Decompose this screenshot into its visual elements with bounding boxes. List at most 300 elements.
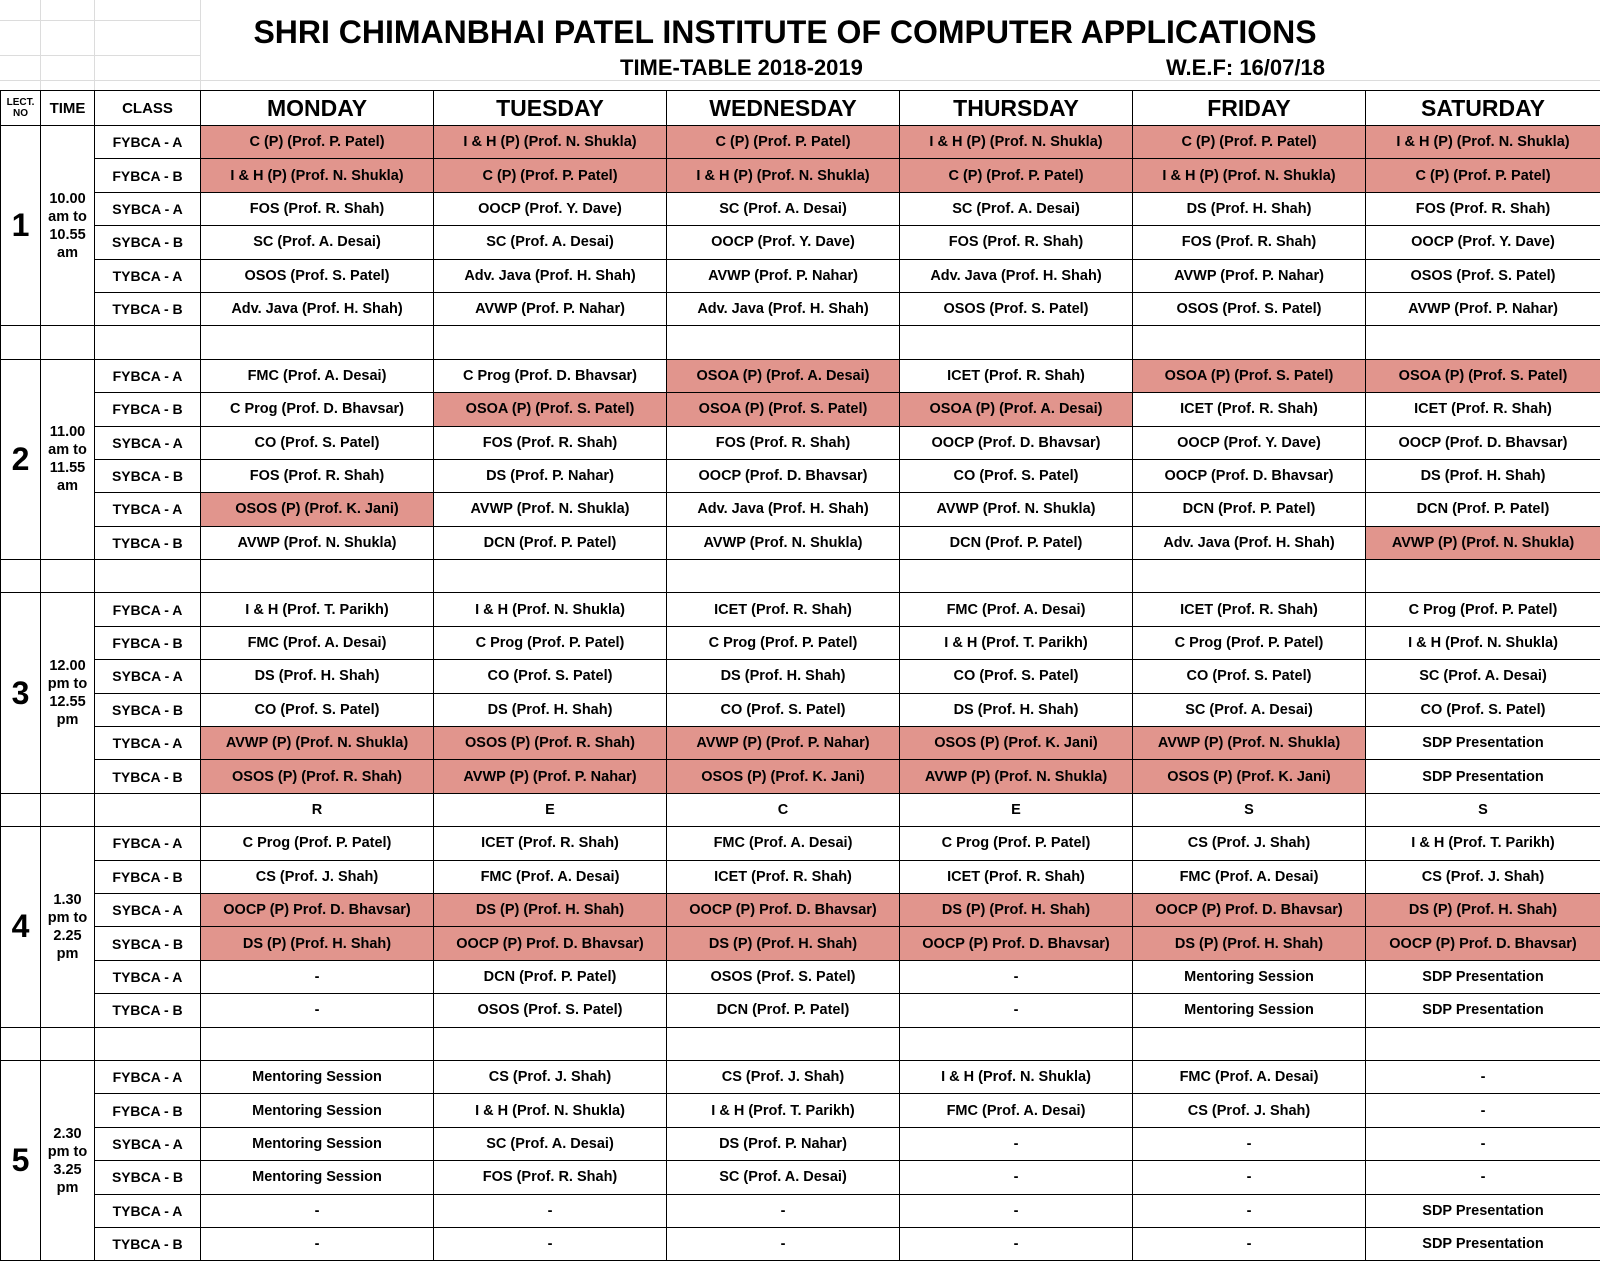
schedule-cell: CS (Prof. J. Shah): [667, 1060, 900, 1093]
schedule-cell: OSOA (P) (Prof. A. Desai): [667, 359, 900, 392]
table-row: [1, 1094, 1600, 1127]
break-cell: [95, 1027, 201, 1060]
header-day-wednesday: WEDNESDAY: [667, 91, 900, 126]
schedule-cell: -: [1133, 1127, 1366, 1160]
lecture-number: 5: [1, 1060, 41, 1260]
schedule-cell: -: [201, 1194, 434, 1227]
class-name: TYBCA - A: [95, 259, 201, 292]
class-name: SYBCA - A: [95, 660, 201, 693]
break-cell: [667, 560, 900, 593]
header-time: TIME: [41, 91, 95, 126]
schedule-cell: OOCP (Prof. D. Bhavsar): [667, 459, 900, 492]
class-name: TYBCA - B: [95, 292, 201, 325]
schedule-cell: FOS (Prof. R. Shah): [667, 426, 900, 459]
class-name: FYBCA - A: [95, 1060, 201, 1093]
schedule-cell: Mentoring Session: [201, 1094, 434, 1127]
schedule-cell: C Prog (Prof. P. Patel): [1133, 626, 1366, 659]
schedule-cell: CO (Prof. S. Patel): [1133, 660, 1366, 693]
table-row: [1, 827, 1600, 860]
break-cell: [95, 326, 201, 359]
table-row: [1, 693, 1600, 726]
schedule-cell: DS (Prof. H. Shah): [1366, 459, 1600, 492]
schedule-cell: -: [1133, 1227, 1366, 1260]
schedule-cell: OOCP (P) Prof. D. Bhavsar): [667, 893, 900, 926]
schedule-cell: FOS (Prof. R. Shah): [434, 426, 667, 459]
schedule-cell: OOCP (Prof. Y. Dave): [434, 192, 667, 225]
schedule-cell: AVWP (P) (Prof. P. Nahar): [667, 727, 900, 760]
lecture-number: 2: [1, 359, 41, 559]
header-day-monday: MONDAY: [201, 91, 434, 126]
schedule-cell: C Prog (Prof. P. Patel): [1366, 593, 1600, 626]
schedule-cell: Adv. Java (Prof. H. Shah): [1133, 526, 1366, 559]
table-row: [1, 226, 1600, 259]
break-cell: C: [667, 793, 900, 826]
schedule-cell: DS (Prof. H. Shah): [434, 693, 667, 726]
schedule-cell: Mentoring Session: [201, 1060, 434, 1093]
break-cell: [900, 1027, 1133, 1060]
gridline: [40, 0, 41, 90]
schedule-cell: Adv. Java (Prof. H. Shah): [434, 259, 667, 292]
class-name: FYBCA - B: [95, 860, 201, 893]
schedule-cell: DCN (Prof. P. Patel): [667, 994, 900, 1027]
schedule-cell: I & H (P) (Prof. N. Shukla): [1133, 159, 1366, 192]
table-row: [1, 1227, 1600, 1260]
header-day-saturday: SATURDAY: [1366, 91, 1600, 126]
schedule-cell: AVWP (P) (Prof. N. Shukla): [201, 727, 434, 760]
schedule-cell: CO (Prof. S. Patel): [201, 426, 434, 459]
schedule-cell: Mentoring Session: [1133, 960, 1366, 993]
schedule-cell: FOS (Prof. R. Shah): [201, 459, 434, 492]
break-cell: [1366, 326, 1600, 359]
schedule-cell: Adv. Java (Prof. H. Shah): [667, 292, 900, 325]
gridline: [94, 0, 95, 90]
schedule-cell: DS (P) (Prof. H. Shah): [434, 893, 667, 926]
schedule-cell: DS (Prof. P. Nahar): [434, 459, 667, 492]
schedule-cell: OSOS (Prof. S. Patel): [900, 292, 1133, 325]
schedule-cell: OSOA (P) (Prof. A. Desai): [900, 393, 1133, 426]
lecture-time: 2.30 pm to 3.25 pm: [41, 1060, 95, 1260]
break-cell: E: [900, 793, 1133, 826]
schedule-cell: OSOS (P) (Prof. K. Jani): [900, 727, 1133, 760]
schedule-cell: DS (Prof. H. Shah): [900, 693, 1133, 726]
schedule-cell: DS (Prof. H. Shah): [201, 660, 434, 693]
schedule-cell: OOCP (Prof. D. Bhavsar): [900, 426, 1133, 459]
schedule-cell: -: [900, 1161, 1133, 1194]
class-name: FYBCA - B: [95, 626, 201, 659]
break-cell: [1, 1027, 41, 1060]
schedule-cell: AVWP (P) (Prof. P. Nahar): [434, 760, 667, 793]
schedule-cell: OOCP (Prof. Y. Dave): [1133, 426, 1366, 459]
schedule-cell: AVWP (Prof. P. Nahar): [434, 292, 667, 325]
schedule-cell: OSOA (P) (Prof. S. Patel): [667, 393, 900, 426]
break-cell: [434, 560, 667, 593]
schedule-cell: OSOS (Prof. S. Patel): [434, 994, 667, 1027]
schedule-cell: -: [667, 1194, 900, 1227]
break-cell: R: [201, 793, 434, 826]
schedule-cell: I & H (P) (Prof. N. Shukla): [900, 126, 1133, 159]
table-row: [1, 126, 1600, 159]
schedule-cell: FMC (Prof. A. Desai): [1133, 1060, 1366, 1093]
schedule-cell: CO (Prof. S. Patel): [1366, 693, 1600, 726]
schedule-cell: DS (Prof. H. Shah): [1133, 192, 1366, 225]
schedule-cell: AVWP (Prof. N. Shukla): [201, 526, 434, 559]
schedule-cell: FMC (Prof. A. Desai): [667, 827, 900, 860]
schedule-cell: AVWP (Prof. N. Shukla): [434, 493, 667, 526]
schedule-cell: CS (Prof. J. Shah): [434, 1060, 667, 1093]
schedule-cell: SDP Presentation: [1366, 1227, 1600, 1260]
schedule-cell: -: [1366, 1094, 1600, 1127]
schedule-cell: OSOS (P) (Prof. K. Jani): [1133, 760, 1366, 793]
table-row: [1, 1194, 1600, 1227]
break-cell: S: [1133, 793, 1366, 826]
break-row: [1, 326, 1600, 359]
schedule-cell: -: [1133, 1161, 1366, 1194]
schedule-cell: SDP Presentation: [1366, 1194, 1600, 1227]
class-name: TYBCA - B: [95, 526, 201, 559]
schedule-cell: I & H (P) (Prof. N. Shukla): [1366, 126, 1600, 159]
schedule-cell: SDP Presentation: [1366, 994, 1600, 1027]
class-name: TYBCA - A: [95, 1194, 201, 1227]
schedule-cell: Mentoring Session: [1133, 994, 1366, 1027]
table-row: [1, 259, 1600, 292]
schedule-cell: OSOS (P) (Prof. R. Shah): [201, 760, 434, 793]
class-name: SYBCA - B: [95, 459, 201, 492]
schedule-cell: -: [434, 1194, 667, 1227]
schedule-cell: ICET (Prof. R. Shah): [434, 827, 667, 860]
schedule-cell: I & H (Prof. N. Shukla): [434, 593, 667, 626]
effective-date: W.E.F: 16/07/18: [1166, 55, 1325, 80]
institute-title: SHRI CHIMANBHAI PATEL INSTITUTE OF COMPUTER APPLICATIONS: [253, 14, 1317, 50]
class-name: TYBCA - B: [95, 994, 201, 1027]
table-row: [1, 192, 1600, 225]
gridline: [0, 55, 200, 56]
schedule-cell: C Prog (Prof. D. Bhavsar): [434, 359, 667, 392]
lecture-number: 1: [1, 126, 41, 326]
schedule-cell: Mentoring Session: [201, 1161, 434, 1194]
schedule-cell: DCN (Prof. P. Patel): [1366, 493, 1600, 526]
schedule-cell: OSOS (Prof. S. Patel): [201, 259, 434, 292]
schedule-cell: CO (Prof. S. Patel): [434, 660, 667, 693]
break-cell: [201, 560, 434, 593]
schedule-cell: I & H (Prof. N. Shukla): [434, 1094, 667, 1127]
schedule-cell: OSOA (P) (Prof. S. Patel): [1366, 359, 1600, 392]
schedule-cell: SC (Prof. A. Desai): [667, 1161, 900, 1194]
class-name: FYBCA - B: [95, 159, 201, 192]
schedule-cell: CS (Prof. J. Shah): [1133, 827, 1366, 860]
schedule-cell: -: [900, 1227, 1133, 1260]
break-cell: S: [1366, 793, 1600, 826]
schedule-cell: OSOA (P) (Prof. S. Patel): [1133, 359, 1366, 392]
class-name: SYBCA - A: [95, 192, 201, 225]
lecture-time: 1.30 pm to 2.25 pm: [41, 827, 95, 1027]
table-row: [1, 1161, 1600, 1194]
header-lect-no: LECT. NO: [1, 91, 41, 126]
schedule-cell: AVWP (Prof. N. Shukla): [900, 493, 1133, 526]
schedule-cell: DCN (Prof. P. Patel): [900, 526, 1133, 559]
schedule-cell: ICET (Prof. R. Shah): [667, 593, 900, 626]
schedule-cell: C Prog (Prof. P. Patel): [900, 827, 1133, 860]
table-row: [1, 292, 1600, 325]
schedule-cell: -: [201, 960, 434, 993]
schedule-cell: SC (Prof. A. Desai): [900, 192, 1133, 225]
class-name: FYBCA - A: [95, 126, 201, 159]
class-name: TYBCA - B: [95, 760, 201, 793]
schedule-cell: OSOS (P) (Prof. K. Jani): [667, 760, 900, 793]
break-cell: [667, 1027, 900, 1060]
table-row: [1, 159, 1600, 192]
schedule-cell: OSOS (Prof. S. Patel): [1133, 292, 1366, 325]
lecture-time: 12.00 pm to 12.55 pm: [41, 593, 95, 793]
schedule-cell: DS (P) (Prof. H. Shah): [667, 927, 900, 960]
lecture-number: 4: [1, 827, 41, 1027]
schedule-cell: OSOS (Prof. S. Patel): [667, 960, 900, 993]
schedule-cell: SDP Presentation: [1366, 760, 1600, 793]
schedule-cell: C (P) (Prof. P. Patel): [434, 159, 667, 192]
schedule-cell: CS (Prof. J. Shah): [1133, 1094, 1366, 1127]
schedule-cell: SC (Prof. A. Desai): [1133, 693, 1366, 726]
schedule-cell: C (P) (Prof. P. Patel): [1366, 159, 1600, 192]
schedule-cell: I & H (Prof. N. Shukla): [900, 1060, 1133, 1093]
schedule-cell: DS (P) (Prof. H. Shah): [1133, 927, 1366, 960]
break-cell: [434, 1027, 667, 1060]
schedule-cell: FOS (Prof. R. Shah): [434, 1161, 667, 1194]
schedule-cell: CO (Prof. S. Patel): [900, 660, 1133, 693]
schedule-cell: FMC (Prof. A. Desai): [434, 860, 667, 893]
schedule-cell: C (P) (Prof. P. Patel): [667, 126, 900, 159]
lecture-number: 3: [1, 593, 41, 793]
schedule-cell: ICET (Prof. R. Shah): [667, 860, 900, 893]
header-row: [1, 91, 1600, 126]
schedule-cell: DCN (Prof. P. Patel): [434, 960, 667, 993]
schedule-cell: OOCP (P) Prof. D. Bhavsar): [1133, 893, 1366, 926]
schedule-cell: C Prog (Prof. D. Bhavsar): [201, 393, 434, 426]
schedule-cell: DS (Prof. P. Nahar): [667, 1127, 900, 1160]
schedule-cell: FOS (Prof. R. Shah): [1133, 226, 1366, 259]
schedule-cell: CS (Prof. J. Shah): [201, 860, 434, 893]
schedule-cell: C (P) (Prof. P. Patel): [900, 159, 1133, 192]
table-row: [1, 459, 1600, 492]
schedule-cell: FMC (Prof. A. Desai): [201, 626, 434, 659]
schedule-cell: DS (Prof. H. Shah): [667, 660, 900, 693]
table-row: [1, 760, 1600, 793]
schedule-cell: ICET (Prof. R. Shah): [1133, 593, 1366, 626]
table-row: [1, 994, 1600, 1027]
schedule-cell: -: [900, 960, 1133, 993]
table-row: [1, 426, 1600, 459]
break-cell: [1, 560, 41, 593]
break-cell: [95, 793, 201, 826]
schedule-cell: I & H (Prof. T. Parikh): [201, 593, 434, 626]
schedule-cell: AVWP (P) (Prof. N. Shukla): [900, 760, 1133, 793]
timetable-grid: [0, 90, 1600, 1261]
schedule-cell: SC (Prof. A. Desai): [201, 226, 434, 259]
schedule-cell: AVWP (Prof. P. Nahar): [1366, 292, 1600, 325]
schedule-cell: ICET (Prof. R. Shah): [1366, 393, 1600, 426]
break-cell: [1133, 560, 1366, 593]
break-cell: [41, 1027, 95, 1060]
schedule-cell: OSOA (P) (Prof. S. Patel): [434, 393, 667, 426]
class-name: SYBCA - B: [95, 927, 201, 960]
break-cell: [1133, 326, 1366, 359]
schedule-cell: I & H (Prof. T. Parikh): [900, 626, 1133, 659]
schedule-cell: FMC (Prof. A. Desai): [201, 359, 434, 392]
schedule-cell: C (P) (Prof. P. Patel): [1133, 126, 1366, 159]
schedule-cell: FOS (Prof. R. Shah): [900, 226, 1133, 259]
schedule-cell: DS (P) (Prof. H. Shah): [900, 893, 1133, 926]
lecture-time: 11.00 am to 11.55 am: [41, 359, 95, 559]
header-class: CLASS: [95, 91, 201, 126]
class-name: SYBCA - B: [95, 226, 201, 259]
class-name: TYBCA - A: [95, 960, 201, 993]
break-cell: [41, 793, 95, 826]
schedule-cell: ICET (Prof. R. Shah): [900, 359, 1133, 392]
schedule-cell: -: [900, 1127, 1133, 1160]
table-row: [1, 1060, 1600, 1093]
schedule-cell: -: [1133, 1194, 1366, 1227]
schedule-cell: -: [201, 994, 434, 1027]
schedule-cell: C Prog (Prof. P. Patel): [667, 626, 900, 659]
schedule-cell: CS (Prof. J. Shah): [1366, 860, 1600, 893]
break-cell: [41, 326, 95, 359]
schedule-cell: -: [900, 994, 1133, 1027]
schedule-cell: -: [201, 1227, 434, 1260]
table-row: [1, 359, 1600, 392]
schedule-cell: C Prog (Prof. P. Patel): [434, 626, 667, 659]
break-row: [1, 793, 1600, 826]
class-name: TYBCA - A: [95, 727, 201, 760]
schedule-cell: AVWP (P) (Prof. N. Shukla): [1366, 526, 1600, 559]
break-cell: [1366, 1027, 1600, 1060]
break-row: [1, 560, 1600, 593]
table-row: [1, 1127, 1600, 1160]
break-row: [1, 1027, 1600, 1060]
header-day-tuesday: TUESDAY: [434, 91, 667, 126]
schedule-cell: CO (Prof. S. Patel): [201, 693, 434, 726]
break-cell: [201, 1027, 434, 1060]
class-name: SYBCA - B: [95, 1161, 201, 1194]
schedule-cell: I & H (P) (Prof. N. Shukla): [667, 159, 900, 192]
table-row: [1, 893, 1600, 926]
class-name: SYBCA - A: [95, 426, 201, 459]
table-row: [1, 927, 1600, 960]
break-cell: [900, 560, 1133, 593]
class-name: TYBCA - A: [95, 493, 201, 526]
schedule-cell: SC (Prof. A. Desai): [1366, 660, 1600, 693]
schedule-cell: OOCP (Prof. Y. Dave): [1366, 226, 1600, 259]
schedule-cell: OOCP (Prof. D. Bhavsar): [1366, 426, 1600, 459]
schedule-cell: OOCP (P) Prof. D. Bhavsar): [201, 893, 434, 926]
schedule-cell: SC (Prof. A. Desai): [667, 192, 900, 225]
schedule-cell: SDP Presentation: [1366, 727, 1600, 760]
schedule-cell: DS (P) (Prof. H. Shah): [1366, 893, 1600, 926]
break-cell: [41, 560, 95, 593]
class-name: SYBCA - A: [95, 1127, 201, 1160]
break-cell: [667, 326, 900, 359]
schedule-cell: AVWP (Prof. P. Nahar): [667, 259, 900, 292]
table-row: [1, 393, 1600, 426]
break-cell: [1, 326, 41, 359]
schedule-cell: FOS (Prof. R. Shah): [201, 192, 434, 225]
break-cell: [1366, 560, 1600, 593]
schedule-cell: DS (P) (Prof. H. Shah): [201, 927, 434, 960]
schedule-cell: DCN (Prof. P. Patel): [1133, 493, 1366, 526]
schedule-cell: I & H (P) (Prof. N. Shukla): [201, 159, 434, 192]
schedule-cell: OOCP (P) Prof. D. Bhavsar): [1366, 927, 1600, 960]
gridline: [0, 20, 200, 21]
class-name: TYBCA - B: [95, 1227, 201, 1260]
header-day-thursday: THURSDAY: [900, 91, 1133, 126]
break-cell: [201, 326, 434, 359]
schedule-cell: OSOS (Prof. S. Patel): [1366, 259, 1600, 292]
schedule-cell: -: [667, 1227, 900, 1260]
break-cell: [434, 326, 667, 359]
table-row: [1, 860, 1600, 893]
schedule-cell: AVWP (Prof. N. Shukla): [667, 526, 900, 559]
schedule-cell: OSOS (P) (Prof. R. Shah): [434, 727, 667, 760]
table-row: [1, 593, 1600, 626]
lecture-time: 10.00 am to 10.55 am: [41, 126, 95, 326]
schedule-cell: I & H (Prof. N. Shukla): [1366, 626, 1600, 659]
schedule-cell: ICET (Prof. R. Shah): [900, 860, 1133, 893]
schedule-cell: -: [1366, 1127, 1600, 1160]
class-name: FYBCA - B: [95, 1094, 201, 1127]
table-row: [1, 493, 1600, 526]
schedule-cell: I & H (Prof. T. Parikh): [1366, 827, 1600, 860]
class-name: SYBCA - A: [95, 893, 201, 926]
schedule-cell: CO (Prof. S. Patel): [667, 693, 900, 726]
break-cell: [900, 326, 1133, 359]
header-day-friday: FRIDAY: [1133, 91, 1366, 126]
schedule-cell: -: [434, 1227, 667, 1260]
schedule-cell: FMC (Prof. A. Desai): [900, 593, 1133, 626]
schedule-cell: SC (Prof. A. Desai): [434, 226, 667, 259]
schedule-cell: DCN (Prof. P. Patel): [434, 526, 667, 559]
schedule-cell: Adv. Java (Prof. H. Shah): [667, 493, 900, 526]
schedule-cell: FMC (Prof. A. Desai): [1133, 860, 1366, 893]
table-row: [1, 727, 1600, 760]
schedule-cell: OOCP (Prof. Y. Dave): [667, 226, 900, 259]
schedule-cell: -: [1366, 1060, 1600, 1093]
schedule-cell: AVWP (P) (Prof. N. Shukla): [1133, 727, 1366, 760]
table-row: [1, 960, 1600, 993]
schedule-cell: I & H (P) (Prof. N. Shukla): [434, 126, 667, 159]
schedule-cell: ICET (Prof. R. Shah): [1133, 393, 1366, 426]
timetable-body: [1, 126, 1600, 1261]
schedule-cell: I & H (Prof. T. Parikh): [667, 1094, 900, 1127]
schedule-cell: Mentoring Session: [201, 1127, 434, 1160]
break-cell: [95, 560, 201, 593]
timetable-subtitle: TIME-TABLE 2018-2019: [620, 55, 863, 80]
schedule-cell: C Prog (Prof. P. Patel): [201, 827, 434, 860]
class-name: FYBCA - B: [95, 393, 201, 426]
schedule-cell: AVWP (Prof. P. Nahar): [1133, 259, 1366, 292]
schedule-cell: FMC (Prof. A. Desai): [900, 1094, 1133, 1127]
break-cell: E: [434, 793, 667, 826]
break-cell: [1133, 1027, 1366, 1060]
break-cell: [1, 793, 41, 826]
schedule-cell: SC (Prof. A. Desai): [434, 1127, 667, 1160]
schedule-cell: C (P) (Prof. P. Patel): [201, 126, 434, 159]
class-name: FYBCA - A: [95, 593, 201, 626]
table-row: [1, 660, 1600, 693]
schedule-cell: OOCP (Prof. D. Bhavsar): [1133, 459, 1366, 492]
table-row: [1, 626, 1600, 659]
schedule-cell: -: [1366, 1161, 1600, 1194]
schedule-cell: OSOS (P) (Prof. K. Jani): [201, 493, 434, 526]
schedule-cell: OOCP (P) Prof. D. Bhavsar): [434, 927, 667, 960]
class-name: SYBCA - B: [95, 693, 201, 726]
table-row: [1, 526, 1600, 559]
